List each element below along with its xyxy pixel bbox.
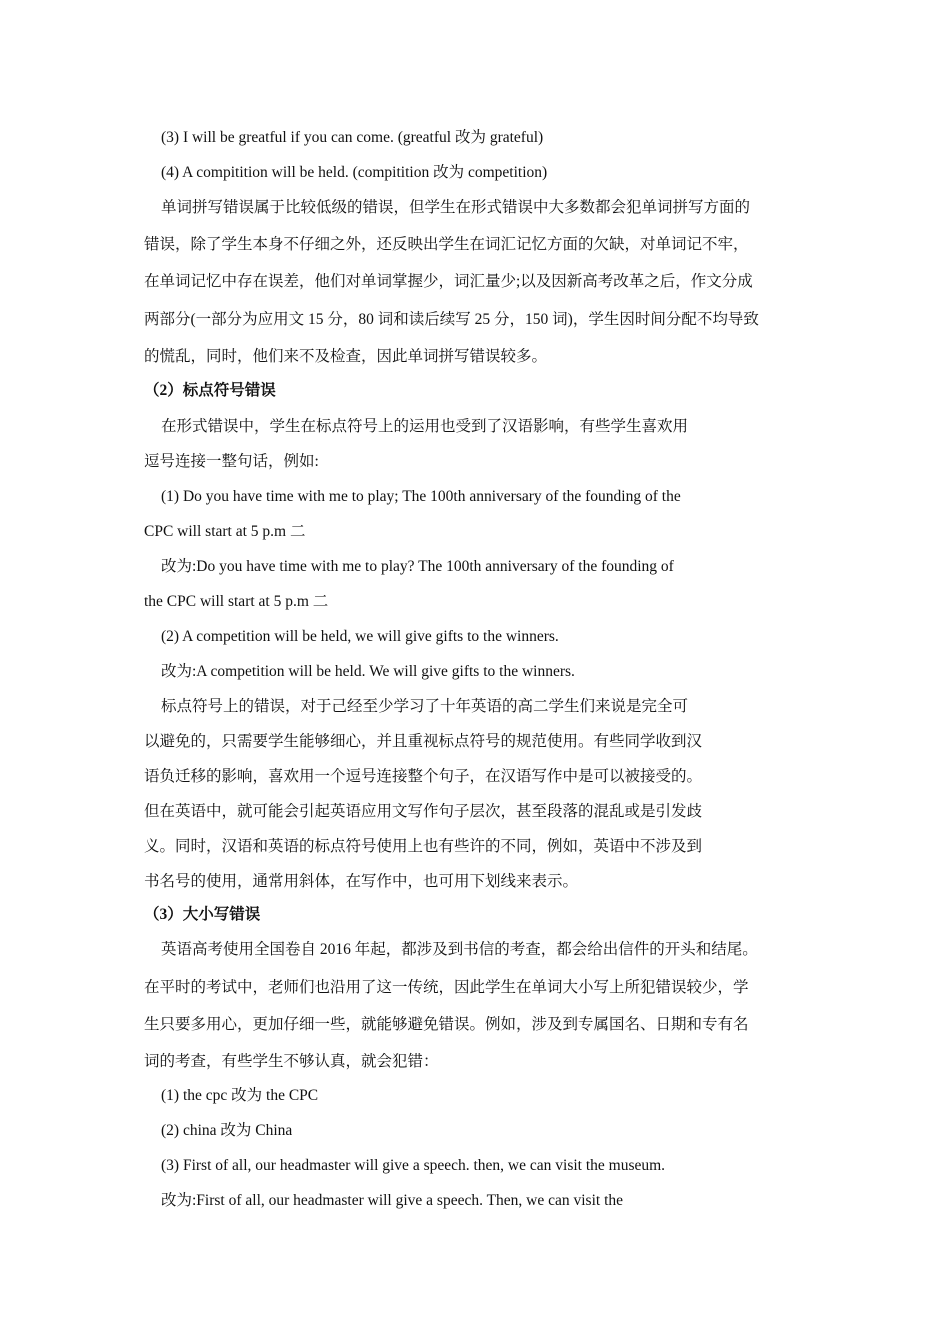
paragraph-line: 错误，除了学生本身不仔细之外，还反映出学生在词汇记忆方面的欠缺，对单词记不牢，: [144, 236, 749, 253]
example-line: (2) A competition will be held, we will give gifts to the winners.: [161, 628, 559, 645]
example-line: (3) I will be greatful if you can come. (greatful 改为 grateful): [161, 129, 544, 146]
paragraph-line: 在形式错误中，学生在标点符号上的运用也受到了汉语影响，有些学生喜欢用: [161, 418, 689, 435]
paragraph-line: 在平时的考试中，老师们也沿用了这一传统，因此学生在单词大小写上所犯错误较少，学: [144, 979, 749, 996]
paragraph-line: 义。同时，汉语和英语的标点符号使用上也有些许的不同，例如，英语中不涉及到: [144, 838, 703, 855]
paragraph-line: 书名号的使用，通常用斜体，在写作中，也可用下划线来表示。: [144, 873, 579, 890]
paragraph-line: 的慌乱，同时，他们来不及检查，因此单词拼写错误较多。: [144, 348, 548, 365]
example-line: 改为:Do you have time with me to play? The 100th anniversary of the founding of: [161, 558, 674, 575]
example-line: the CPC will start at 5 p.m 二: [144, 593, 329, 610]
paragraph-line: 逗号连接一整句话，例如:: [144, 453, 319, 470]
example-line: (1) Do you have time with me to play; The 100th anniversary of the founding of the: [161, 488, 681, 505]
section-heading: （3）大小写错误: [144, 906, 261, 923]
paragraph-line: 生只要多用心，更加仔细一些，就能够避免错误。例如，涉及到专属国名、日期和专有名: [144, 1016, 749, 1033]
paragraph-line: 在单词记忆中存在误差，他们对单词掌握少，词汇量少;以及因新高考改革之后，作文分成: [144, 273, 753, 290]
paragraph-line: 标点符号上的错误，对于己经至少学习了十年英语的高二学生们来说是完全可: [161, 698, 689, 715]
example-line: (3) First of all, our headmaster will give a speech. then, we can visit the museum.: [161, 1157, 666, 1174]
paragraph-line: 词的考查，有些学生不够认真，就会犯错：: [144, 1053, 439, 1070]
paragraph-line: 单词拼写错误属于比较低级的错误，但学生在形式错误中大多数都会犯单词拼写方面的: [161, 199, 751, 216]
example-line: 改为:A competition will be held. We will give gifts to the winners.: [161, 663, 575, 680]
paragraph-line: 但在英语中，就可能会引起英语应用文写作句子层次，甚至段落的混乱或是引发歧: [144, 803, 703, 820]
paragraph-line: 以避免的，只需要学生能够细心，并且重视标点符号的规范使用。有些同学收到汉: [144, 733, 703, 750]
example-line: CPC will start at 5 p.m 二: [144, 523, 306, 540]
example-line: (1) the cpc 改为 the CPC: [161, 1087, 319, 1104]
example-line: 改为:First of all, our headmaster will give a speech. Then, we can visit the: [161, 1192, 624, 1209]
paragraph-line: 语负迁移的影响，喜欢用一个逗号连接整个句子，在汉语写作中是可以被接受的。: [144, 768, 703, 785]
example-line: (2) china 改为 China: [161, 1122, 293, 1139]
paragraph-line: 两部分(一部分为应用文 15 分，80 词和读后续写 25 分，150 词)，学生因时间分配不均导致: [144, 311, 759, 328]
example-line: (4) A compitition will be held. (compitition 改为 competition): [161, 164, 548, 181]
paragraph-line: 英语高考使用全国卷自 2016 年起，都涉及到书信的考查，都会给出信件的开头和结尾。: [161, 941, 758, 958]
section-heading: （2）标点符号错误: [144, 382, 276, 399]
